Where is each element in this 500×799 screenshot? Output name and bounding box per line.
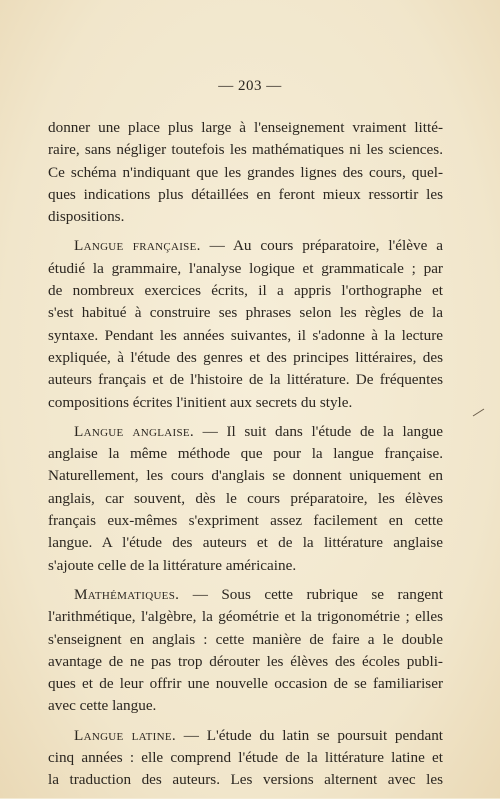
text-line: compositions écrites l'initient aux secrets du style. bbox=[48, 393, 353, 411]
text-line: étudié la grammaire, l'analyse logique et grammaticale ; par bbox=[48, 259, 443, 277]
text-line-first bbox=[48, 584, 443, 606]
text-line: avantage de ne pas trop dérouter les élèves des écoles publi- bbox=[48, 652, 443, 670]
text-line-first bbox=[48, 421, 443, 443]
paragraph-langue-anglaise bbox=[48, 421, 443, 577]
text-line: anglais, car souvent, dès le cours préparatoire, les élèves bbox=[48, 489, 443, 507]
paragraph-langue-francaise bbox=[48, 235, 443, 413]
page-number: — 203 — bbox=[218, 78, 282, 94]
text-line: Naturellement, les cours d'anglais se donnent uniquement en bbox=[48, 467, 443, 485]
body-text bbox=[48, 117, 443, 799]
text-line: expliquée, à l'étude des genres et des principes littéraires, des bbox=[48, 348, 443, 366]
text-line: s'enseignent en anglais : cette manière de faire a le double bbox=[48, 630, 443, 648]
text-line: langue. A l'étude des auteurs et de la littérature anglaise bbox=[48, 534, 443, 552]
text-line-first bbox=[48, 235, 443, 257]
text-line: français eux-mêmes s'expriment assez facilement en cette bbox=[48, 512, 443, 530]
text-line-rest: — Au cours préparatoire, l'élève a bbox=[200, 237, 443, 255]
text-line: syntaxe. Pendant les années suivantes, il s'adonne à la lecture bbox=[48, 326, 443, 344]
text-line: la traduction des auteurs. Les versions alternent avec les bbox=[48, 771, 443, 789]
text-line-first bbox=[48, 725, 443, 747]
text-line: Ce schéma n'indiquant que les grandes lignes des cours, quel- bbox=[48, 163, 443, 181]
text-line: donner une place plus large à l'enseignement vraiment litté- bbox=[48, 119, 443, 136]
text-line: auteurs français et de l'histoire de la littérature. De fréquentes bbox=[48, 371, 443, 389]
text-line: avec cette langue. bbox=[48, 697, 157, 715]
text-line-rest: — Il suit dans l'étude de la langue bbox=[194, 422, 443, 440]
text-line: raire, sans négliger toutefois les mathématiques ni les sciences. bbox=[48, 141, 443, 159]
text-line: ques et de leur offrir une nouvelle occasion de se familiariser bbox=[48, 675, 443, 693]
paragraph-intro bbox=[48, 117, 443, 228]
text-line: ques indications plus détaillées en feront mieux ressortir les bbox=[48, 185, 443, 203]
margin-mark-icon bbox=[472, 407, 486, 417]
text-line: anglaise la même méthode que pour la langue française. bbox=[48, 445, 443, 463]
text-line-rest: — Sous cette rubrique se rangent bbox=[179, 585, 443, 603]
text-line: dispositions. bbox=[48, 208, 125, 226]
section-heading-langue-latine: Langue latine. bbox=[74, 726, 177, 744]
text-line-rest: — L'étude du latin se poursuit pendant bbox=[176, 726, 444, 744]
section-heading-langue-anglaise: Langue anglaise. bbox=[74, 422, 195, 440]
section-heading-langue-francaise: Langue française. bbox=[74, 237, 201, 255]
text-line: s'est habitué à construire ses phrases selon les règles de la bbox=[48, 304, 443, 322]
text-line: cinq années : elle comprend l'étude de la littérature latine et bbox=[48, 749, 443, 767]
paragraph-langue-latine bbox=[48, 725, 443, 792]
text-line: de nombreux exercices écrits, il a appris l'orthographe et bbox=[48, 282, 443, 300]
paragraph-mathematiques bbox=[48, 584, 443, 718]
text-line: l'arithmétique, l'algèbre, la géométrie et la trigonométrie ; elles bbox=[48, 608, 443, 626]
text-line: s'ajoute celle de la littérature américaine. bbox=[48, 556, 297, 574]
section-heading-mathematiques: Mathématiques. bbox=[74, 585, 180, 603]
